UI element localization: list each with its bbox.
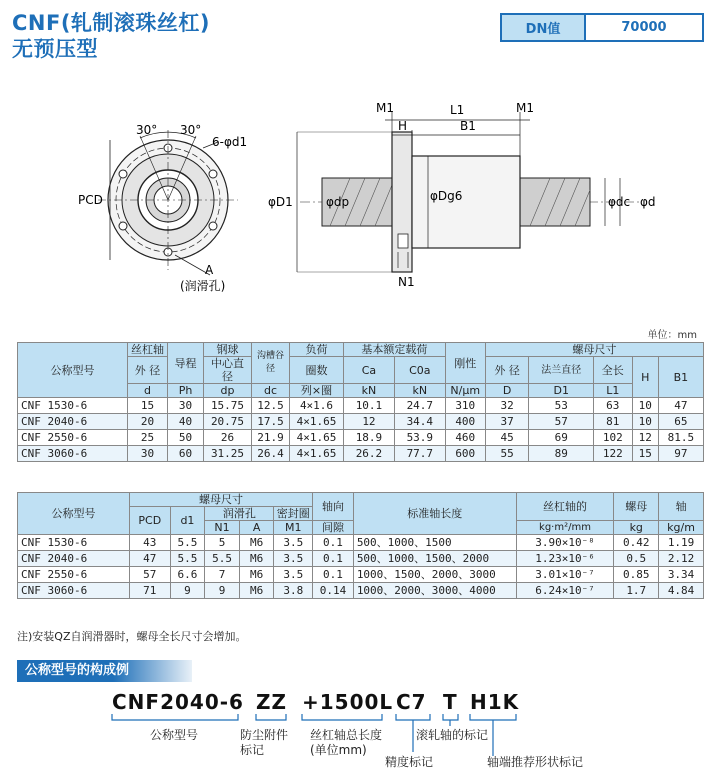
cell: 4×1.65 bbox=[290, 446, 344, 462]
cell: 0.1 bbox=[313, 535, 354, 551]
dc-label: φdc bbox=[608, 195, 631, 209]
cell: 30 bbox=[128, 446, 168, 462]
cell: 10 bbox=[632, 398, 658, 414]
col-c0a: C0a bbox=[394, 357, 445, 384]
table-row bbox=[18, 446, 704, 462]
sym-D1: D1 bbox=[529, 384, 594, 398]
col-ca: Ca bbox=[344, 357, 395, 384]
label-length-2: (单位mm) bbox=[310, 743, 367, 757]
dn-value: 70000 bbox=[621, 20, 667, 35]
col-outer: 外 径 bbox=[485, 357, 529, 384]
d1-label: φD1 bbox=[268, 195, 293, 209]
cell: 2.12 bbox=[659, 551, 704, 567]
col-nut-mass-1: 螺母 bbox=[614, 493, 659, 521]
label-length-1: 丝杠轴总长度 bbox=[310, 728, 383, 742]
cell: 4×1.65 bbox=[290, 414, 344, 430]
table-row bbox=[18, 414, 704, 430]
cell: 400 bbox=[445, 414, 485, 430]
cell: 37 bbox=[485, 414, 529, 430]
cell: 102 bbox=[593, 430, 632, 446]
cell: 26.4 bbox=[252, 446, 290, 462]
cell: 71 bbox=[129, 583, 170, 599]
table-row bbox=[18, 551, 704, 567]
col-length: 全长 bbox=[593, 357, 632, 384]
holes-label: 6-φd1 bbox=[212, 135, 248, 149]
d-label: φd bbox=[640, 195, 656, 209]
cell: CNF 2550-6 bbox=[18, 430, 128, 446]
label-model: 公称型号 bbox=[150, 728, 199, 742]
technical-drawing bbox=[0, 90, 713, 305]
unit-note: 单位：mm bbox=[647, 330, 697, 341]
cell: 69 bbox=[529, 430, 594, 446]
cell: 15.75 bbox=[204, 398, 252, 414]
cell: 57 bbox=[129, 567, 170, 583]
label-end-shape: 轴端推荐形状标记 bbox=[487, 755, 584, 769]
col-rigidity: 刚性 bbox=[445, 343, 485, 384]
sym-pcd: PCD bbox=[129, 507, 170, 535]
cell: 45 bbox=[485, 430, 529, 446]
table-row bbox=[18, 430, 704, 446]
cell: 9 bbox=[170, 583, 205, 599]
cell: 12 bbox=[632, 430, 658, 446]
cell: 3.90×10⁻⁸ bbox=[516, 535, 614, 551]
label-length bbox=[310, 728, 382, 758]
cell: CNF 1530-6 bbox=[18, 535, 130, 551]
cell: 3.5 bbox=[274, 567, 313, 583]
col-nut-dims-2: 螺母尺寸 bbox=[129, 493, 312, 507]
cell: 65 bbox=[658, 414, 703, 430]
sym-a: A bbox=[239, 521, 274, 535]
angle-label-2: 30° bbox=[180, 123, 202, 137]
cell: 25 bbox=[128, 430, 168, 446]
sym-n1: N1 bbox=[205, 521, 240, 535]
spec-table-1 bbox=[17, 342, 704, 462]
cell: 6.24×10⁻⁷ bbox=[516, 583, 614, 599]
sym-ph: Ph bbox=[168, 384, 204, 398]
cell: 26.2 bbox=[344, 446, 395, 462]
code-part-shaft: T bbox=[443, 690, 458, 714]
cell: 1.19 bbox=[659, 535, 704, 551]
cell: 60 bbox=[168, 446, 204, 462]
cell: 15 bbox=[632, 446, 658, 462]
cell: 10 bbox=[632, 414, 658, 430]
cell: 1000、1500、2000、3000 bbox=[353, 567, 516, 583]
cell: 81.5 bbox=[658, 430, 703, 446]
table-row bbox=[18, 567, 704, 583]
col-inertia-1: 丝杠轴的 bbox=[516, 493, 614, 521]
section-title: 公称型号的构成例 bbox=[17, 660, 192, 682]
title-line-1: CNF(轧制滚珠丝杠) bbox=[12, 11, 211, 35]
label-dust-1: 防尘附件 bbox=[240, 728, 289, 742]
col-h: H bbox=[632, 357, 658, 398]
cell: 55 bbox=[485, 446, 529, 462]
cell: 0.1 bbox=[313, 551, 354, 567]
col-seal: 密封圈 bbox=[274, 507, 313, 521]
cell: 57 bbox=[529, 414, 594, 430]
cell: 32 bbox=[485, 398, 529, 414]
cell: 600 bbox=[445, 446, 485, 462]
spec-table-2 bbox=[17, 492, 704, 599]
cell: 31.25 bbox=[204, 446, 252, 462]
label-dust-2: 标记 bbox=[240, 743, 265, 757]
cell: 0.85 bbox=[614, 567, 659, 583]
cell: 53.9 bbox=[394, 430, 445, 446]
cell: 5.5 bbox=[170, 551, 205, 567]
cell: 1000、2000、3000、4000 bbox=[353, 583, 516, 599]
cell: 21.9 bbox=[252, 430, 290, 446]
cell: 50 bbox=[168, 430, 204, 446]
cell: 97 bbox=[658, 446, 703, 462]
col-lube-hole: 润滑孔 bbox=[205, 507, 274, 521]
code-part-model: CNF2040-6 bbox=[112, 690, 244, 714]
lube-hole-label: (润滑孔) bbox=[180, 279, 226, 293]
col-b1: B1 bbox=[658, 357, 703, 398]
col-ball-pcd-2: 中心直径 bbox=[204, 357, 252, 384]
unit-k: N/μm bbox=[445, 384, 485, 398]
unit-inertia: kg·m²/mm bbox=[516, 521, 614, 535]
col-turns-1: 负荷 bbox=[290, 343, 344, 357]
col-model: 公称型号 bbox=[18, 343, 128, 398]
col-turns-2: 圈数 bbox=[290, 357, 344, 384]
label-dust bbox=[240, 728, 288, 758]
dg6-label: φDg6 bbox=[430, 189, 463, 203]
cell: CNF 1530-6 bbox=[18, 398, 128, 414]
cell: 17.5 bbox=[252, 414, 290, 430]
cell: 122 bbox=[593, 446, 632, 462]
unit-nut-mass: kg bbox=[614, 521, 659, 535]
cell: 81 bbox=[593, 414, 632, 430]
cell: 460 bbox=[445, 430, 485, 446]
m1-right-label: M1 bbox=[516, 101, 534, 115]
sym-turns: 列×圈 bbox=[290, 384, 344, 398]
unit-ca: kN bbox=[344, 384, 395, 398]
pcd-label: PCD bbox=[78, 193, 103, 207]
cell: 0.1 bbox=[313, 567, 354, 583]
cell: 1.7 bbox=[614, 583, 659, 599]
col-ball-pcd-1: 钢球 bbox=[204, 343, 252, 357]
cell: 26 bbox=[204, 430, 252, 446]
col-load-rating: 基本额定载荷 bbox=[344, 343, 446, 357]
cell: 4×1.65 bbox=[290, 430, 344, 446]
sym-m1: M1 bbox=[274, 521, 313, 535]
cell: CNF 2550-6 bbox=[18, 567, 130, 583]
dn-label: DN值 bbox=[502, 15, 586, 40]
front-view bbox=[98, 130, 238, 275]
code-part-dust: ZZ bbox=[256, 690, 288, 714]
cell: 3.34 bbox=[659, 567, 704, 583]
sym-dc: dc bbox=[252, 384, 290, 398]
cell: 18.9 bbox=[344, 430, 395, 446]
cell: 30 bbox=[168, 398, 204, 414]
cell: 53 bbox=[529, 398, 594, 414]
table-row bbox=[18, 583, 704, 599]
cell: 4.84 bbox=[659, 583, 704, 599]
col-nut-dims: 螺母尺寸 bbox=[485, 343, 703, 357]
col-axial-1: 轴向 bbox=[313, 493, 354, 521]
h-label: H bbox=[398, 119, 408, 133]
label-shaft-mark: 滚轧轴的标记 bbox=[416, 728, 489, 742]
side-view bbox=[297, 112, 640, 272]
col-shaft-dia-1: 丝杠轴 bbox=[128, 343, 168, 357]
col-shaft-dia-2: 外 径 bbox=[128, 357, 168, 384]
cell: 3.8 bbox=[274, 583, 313, 599]
n1-label: N1 bbox=[398, 275, 415, 289]
sym-D: D bbox=[485, 384, 529, 398]
cell: 20.75 bbox=[204, 414, 252, 430]
cell: 1.23×10⁻⁶ bbox=[516, 551, 614, 567]
table-row bbox=[18, 398, 704, 414]
cell: 47 bbox=[658, 398, 703, 414]
cell: 63 bbox=[593, 398, 632, 414]
cell: 12.5 bbox=[252, 398, 290, 414]
col-flange: 法兰直径 bbox=[529, 357, 594, 384]
sym-d: d bbox=[128, 384, 168, 398]
cell: 5.5 bbox=[205, 551, 240, 567]
footnote: 注)安装QZ自润滑器时，螺母全长尺寸会增加。 bbox=[17, 630, 247, 643]
cell: 40 bbox=[168, 414, 204, 430]
cell: 12 bbox=[344, 414, 395, 430]
cell: 310 bbox=[445, 398, 485, 414]
cell: 0.14 bbox=[313, 583, 354, 599]
l1-label: L1 bbox=[450, 103, 465, 117]
unit-shaft-mass: kg/m bbox=[659, 521, 704, 535]
dp-label: φdp bbox=[326, 195, 350, 209]
cell: 500、1000、1500 bbox=[353, 535, 516, 551]
cell: CNF 2040-6 bbox=[18, 414, 128, 430]
cell: 5.5 bbox=[170, 535, 205, 551]
sym-d1: d1 bbox=[170, 507, 205, 535]
col-groove: 沟槽谷径 bbox=[252, 343, 290, 384]
code-part-length: +1500L bbox=[302, 690, 394, 714]
cell: 3.01×10⁻⁷ bbox=[516, 567, 614, 583]
cell: 0.42 bbox=[614, 535, 659, 551]
col-model-2: 公称型号 bbox=[18, 493, 130, 535]
cell: 15 bbox=[128, 398, 168, 414]
cell: 6.6 bbox=[170, 567, 205, 583]
cell: M6 bbox=[239, 567, 274, 583]
cell: M6 bbox=[239, 551, 274, 567]
lube-a-label: A bbox=[205, 263, 214, 277]
code-part-accuracy: C7 bbox=[396, 690, 427, 714]
label-accuracy: 精度标记 bbox=[385, 755, 434, 769]
cell: 34.4 bbox=[394, 414, 445, 430]
table-row bbox=[18, 535, 704, 551]
cell: 3.5 bbox=[274, 535, 313, 551]
cell: 3.5 bbox=[274, 551, 313, 567]
col-shaft-mass-1: 轴 bbox=[659, 493, 704, 521]
cell: 0.5 bbox=[614, 551, 659, 567]
col-axial-2: 间隙 bbox=[313, 521, 354, 535]
cell: 43 bbox=[129, 535, 170, 551]
col-lead: 导程 bbox=[168, 343, 204, 384]
sym-dp: dp bbox=[204, 384, 252, 398]
cell: 500、1000、1500、2000 bbox=[353, 551, 516, 567]
code-part-end: H1K bbox=[470, 690, 520, 714]
cell: M6 bbox=[239, 583, 274, 599]
cell: CNF 2040-6 bbox=[18, 551, 130, 567]
cell: 10.1 bbox=[344, 398, 395, 414]
col-std-length: 标准轴长度 bbox=[353, 493, 516, 535]
cell: 24.7 bbox=[394, 398, 445, 414]
cell: CNF 3060-6 bbox=[18, 583, 130, 599]
cell: M6 bbox=[239, 535, 274, 551]
cell: CNF 3060-6 bbox=[18, 446, 128, 462]
cell: 4×1.6 bbox=[290, 398, 344, 414]
title-line-2: 无预压型 bbox=[12, 37, 98, 61]
page-title bbox=[12, 10, 210, 62]
dn-value-box bbox=[500, 13, 704, 42]
cell: 77.7 bbox=[394, 446, 445, 462]
cell: 47 bbox=[129, 551, 170, 567]
cell: 5 bbox=[205, 535, 240, 551]
cell: 9 bbox=[205, 583, 240, 599]
angle-label-1: 30° bbox=[136, 123, 158, 137]
cell: 20 bbox=[128, 414, 168, 430]
m1-left-label: M1 bbox=[376, 101, 394, 115]
cell: 89 bbox=[529, 446, 594, 462]
sym-L1: L1 bbox=[593, 384, 632, 398]
b1-label: B1 bbox=[460, 119, 476, 133]
cell: 7 bbox=[205, 567, 240, 583]
unit-c0a: kN bbox=[394, 384, 445, 398]
